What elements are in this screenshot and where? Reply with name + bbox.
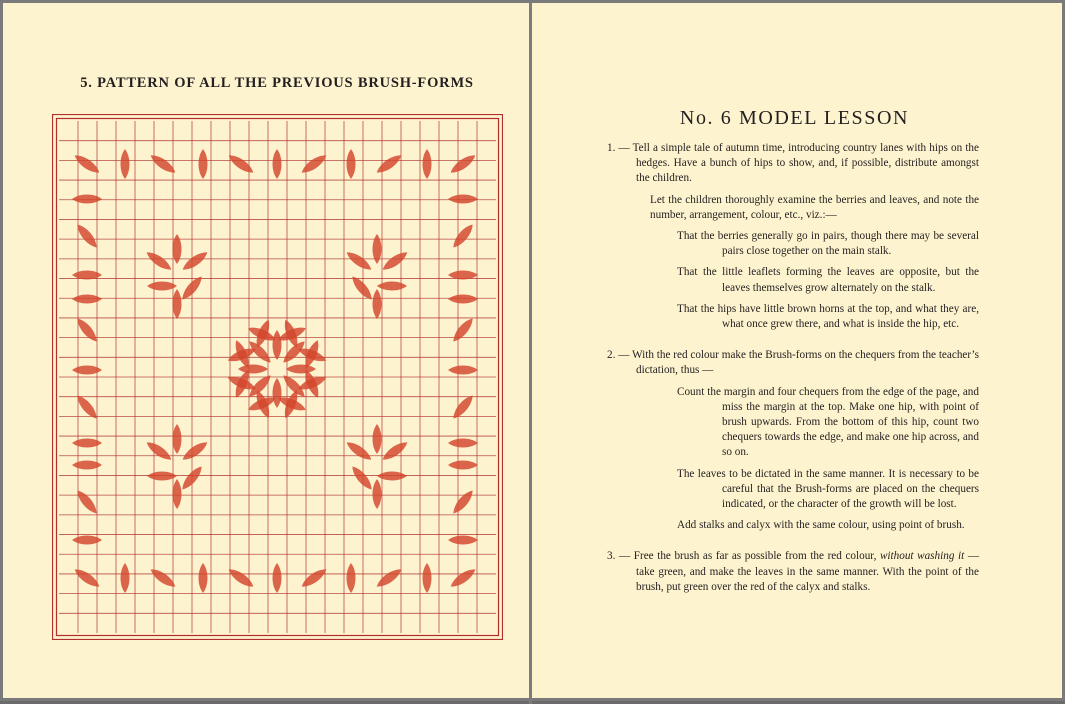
section-1-point-leaflets: That the little leaflets forming the leaves are opposite, but the leaves themselves grow alternately on the stalk. — [677, 266, 979, 294]
brush-form-mark — [144, 249, 174, 274]
brush-form-pattern — [52, 114, 503, 640]
section-3-emphasis: without washing it — [879, 550, 965, 563]
brush-form-mark — [299, 566, 329, 591]
brush-form-mark — [173, 234, 182, 264]
brush-form-mark — [72, 295, 102, 304]
section-3-lead: 3. — Free the brush as far as possible from the red colour, — [607, 550, 880, 563]
plate-title: 5. PATTERN OF ALL THE PREVIOUS BRUSH-FORMS — [80, 75, 474, 91]
brush-form-mark — [347, 563, 356, 593]
brush-form-mark — [173, 289, 182, 319]
brush-form-mark — [380, 439, 410, 464]
brush-form-mark — [273, 563, 282, 593]
brush-form-mark — [72, 461, 102, 470]
section-1-point-berries: That the berries generally go in pairs, though there may be several pairs close together on the main stalk. — [677, 230, 979, 258]
lesson-body — [607, 141, 979, 595]
brush-form-mark — [226, 566, 256, 591]
section-3-trail: — take green, and make the leaves in the same manner. With the point of the brush, put green over the red of the calyx and stalks. — [636, 550, 980, 593]
brush-form-mark — [72, 195, 102, 204]
brush-form-mark — [144, 439, 174, 464]
brush-form-mark — [448, 566, 478, 591]
brush-form-mark — [199, 149, 208, 179]
section-2-point-count: Count the margin and four chequers from the edge of the page, and miss the margin at the top. Make one hip, with point of brush upwards. From the bottom of this hip, count two chequers towards the edge, and make one hip across, and so on. — [677, 385, 979, 459]
lesson-title: No. 6 MODEL LESSON — [679, 107, 910, 129]
brush-form-mark — [72, 536, 102, 545]
brush-form-mark — [448, 295, 478, 304]
brush-form-mark — [72, 366, 102, 375]
section-1-intro: 1. — Tell a simple tale of autumn time, introducing country lanes with hips on the hedges. Have a bunch of hips to show, and, if possible, distribute amongst the children. — [607, 142, 979, 185]
brush-form-mark — [72, 439, 102, 448]
brush-form-mark — [450, 488, 476, 517]
brush-form-mark — [373, 479, 382, 509]
brush-form-mark — [374, 152, 404, 177]
brush-form-mark — [423, 563, 432, 593]
brush-form-mark — [72, 152, 102, 177]
brush-form-mark — [374, 566, 404, 591]
brush-form-mark — [377, 472, 407, 481]
section-2-point-stalks: Add stalks and calyx with the same colour, using point of brush. — [677, 519, 965, 532]
brush-form-mark — [173, 479, 182, 509]
brush-form-mark — [423, 149, 432, 179]
brush-form-mark — [448, 152, 478, 177]
brush-form-mark — [286, 365, 316, 374]
brush-form-mark — [373, 289, 382, 319]
brush-form-mark — [121, 563, 130, 593]
section-3-intro — [607, 549, 979, 595]
brush-form-mark — [344, 439, 374, 464]
brush-form-mark — [448, 461, 478, 470]
brush-form-mark — [380, 249, 410, 274]
brush-form-mark — [121, 149, 130, 179]
brush-form-mark — [147, 472, 177, 481]
brush-form-mark — [273, 149, 282, 179]
left-page — [3, 3, 529, 698]
brush-form-mark — [448, 536, 478, 545]
brush-form-mark — [148, 566, 178, 591]
brush-form-mark — [72, 566, 102, 591]
brush-form-mark — [450, 316, 476, 345]
section-1-point-hips: That the hips have little brown horns at the top, and what they are, what once grew there, and what is inside the hip, etc. — [677, 302, 979, 331]
brush-form-mark — [147, 282, 177, 291]
brush-form-mark — [377, 282, 407, 291]
brush-form-mark — [373, 424, 382, 454]
brush-form-mark — [199, 563, 208, 593]
brush-form-mark — [226, 152, 256, 177]
section-2-point-leaves: The leaves to be dictated in the same manner. It is necessary to be careful that the Brush-forms are placed on the chequers indicated, or the character of the growth will be lost. — [677, 467, 979, 511]
brush-form-mark — [273, 378, 282, 408]
brush-form-mark — [148, 152, 178, 177]
brush-form-mark — [180, 439, 210, 464]
brush-form-mark — [180, 249, 210, 274]
section-1-instruction: Let the children thoroughly examine the berries and leaves, and note the number, arrangement, colour, etc., viz.:— — [650, 193, 979, 221]
brush-form-mark — [349, 464, 375, 493]
brush-form-mark — [299, 152, 329, 177]
brush-form-mark — [173, 424, 182, 454]
brush-form-mark — [238, 365, 268, 374]
brush-form-mark — [448, 195, 478, 204]
brush-form-mark — [347, 149, 356, 179]
brush-form-mark — [448, 366, 478, 375]
brush-form-mark — [344, 249, 374, 274]
brush-form-mark — [448, 439, 478, 448]
brush-form-mark — [273, 330, 282, 360]
brush-form-mark — [373, 234, 382, 264]
section-2-intro: 2. — With the red colour make the Brush-forms on the chequers from the teacher’s dictation, thus — — [607, 349, 979, 377]
brush-form-mark — [450, 222, 476, 251]
